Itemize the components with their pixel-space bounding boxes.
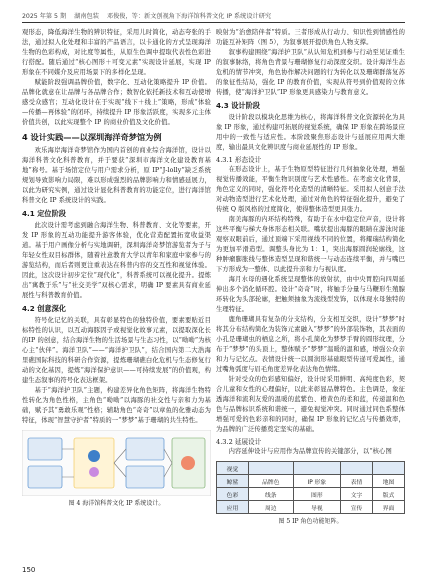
table-row: [217, 462, 405, 475]
table-cell: [341, 462, 373, 475]
table-cell: [372, 462, 404, 475]
left-column: [22, 28, 211, 509]
journal-column: 湖南包装: [74, 12, 99, 20]
paragraph: 叙事构建围绕“海洋护卫队”从认知危机到参与行动至见证重生的叙事脉络，将角色背景与珊瑚修复行动深度交织。设计海洋生态危机的情节冲突，角色协作解决问题的行为转化以及珊瑚群落复苏的象征性结局，强化 IP 的教育价值，实现从符号到价值观的立体传播，使“海洋护卫队”IP 形象更具感染力与教育意义。: [216, 49, 405, 96]
coral-character-icon: [181, 456, 195, 470]
paragraph: 南美海豚的内环结构特殊，有助于在水中稳定位声音，设计将这些平衡与梯大身体形态相关联。嘴状提出海豚的眼睛在游泳时能观察双眼前后，通过顶端下采用视线不同的位置，将耀瑞结构简化为更加平滑造型。调整头身比为 1：1，突出海豚圆润轮廓线，这种肿瘤膨胀线与整体造型呈现和谐统一与动态连续平衡，并与嘴巴下方形成为一整体、以此提升亲和力与视认度。: [216, 216, 405, 273]
subsection-heading: 4.2 创意深化: [22, 304, 66, 313]
diagram-block: [28, 466, 62, 488]
figure-caption: 图 5 IP 角色功能矩阵。: [278, 518, 343, 525]
subsection-heading: 4.3 设计阶段: [216, 101, 260, 110]
dolphin-character-icon: [88, 450, 100, 462]
figure-5: [216, 461, 405, 525]
table-cell: 地图: [372, 475, 404, 488]
paragraph: 海月水母的遇化系统呈现整体的放射状，由中央胃腔向四周延伸出多个消化循环腔。设计“奇奇”时，将触手分量与马鞭形生殖腺环转化为头部轮廓，把触须抽象为流线型发饰，以体现水母独特的生理特征。: [216, 276, 405, 313]
table-row: [217, 488, 405, 501]
diagram-block: [126, 466, 164, 488]
paragraph: 鹿角珊瑚具有复杂的分支结构，分支相互交织，设计“梦梦”时将其分布结构简化为装饰元素融入“梦梦”的外部装饰物，其表面的小孔是珊瑚虫的栖息之所，将小孔简化为梦梦手臂的圆形纹理，分布于“梦梦”的头顶上，整体赋予“梦梦”温暖的温和感，增强公众亲和力与记忆点。表情设计统一以圆润形基础眼型传递可爱属性，通过嘴角弧度与眉毛角度差异化表达角色情绪。: [216, 316, 405, 373]
table-cell: 应用: [217, 501, 249, 514]
header-rule: [22, 22, 405, 23]
paragraph: 此次设计需考虑到融合海洋生物、科普教育、文化等要素，开发 IP 形象的互动功能提升游客体验，优化营造配置拓宽收益渠道。基于用户画像分析与实地调研，深圳海洋奇梦馆游览者为子与年轻女性双目标群体，随着社意教育大学以青年和家庭中家参与的游览结构，而后者则更注重表达在科普内容的交互性和视觉体验。因此，这次设计初步定位“现代化”，科普系统可以视化提升。提炼出“寓教于乐”与“社交美学”双核心需求，明确 IP 要素具有商业延展性与科普教育价值。: [22, 222, 211, 299]
journal-issue: 2025 年第 5 期: [22, 12, 67, 20]
paragraph: 基于“海洋护卫队”主题，构建差异化角色矩阵，将海洋生物特性转化为角色性格，主角色“呦呦”以海豚的社交性与亲和力为基础，赋予其“勇敢乐观”性格；辅助角色“奇奇”以章鱼的化雅动态为特征，体现“智慧守护者”特质的一“梦梦”基于珊瑚的共生特性。: [22, 387, 211, 424]
diagram-block: [126, 438, 164, 460]
diagram-block: [28, 438, 62, 460]
table-cell: 线条: [248, 488, 293, 501]
ip-system-diagram: [22, 430, 211, 496]
subsection-heading: 4.1 定位阶段: [22, 209, 66, 218]
paragraph: 符号化记忆的关联，具有彰显特色的独特价值，要素要贴近目标特性的认识，以互动海豚因子或视觉化故事元素，以提取深化长的IP 的创意，结合海洋生物的生活场景与生态习性，以“呦呦”为核心主“伙伴”。海洋卫队”——“海洋护卫队”，结合国内第二大浩海里礁国际科技的科研合作资源，提炼珊瑚礁白化危机与生态修复行动的文化基因，提炼“海洋保护意识——可持续发展”的价值观，构建生态叙事的符号化表达框架。: [22, 317, 211, 384]
table-cell: 导视: [293, 501, 340, 514]
running-header: [22, 8, 405, 22]
table-cell: IP 形象: [293, 475, 340, 488]
function-matrix-table: [216, 461, 405, 514]
table-cell: 周边: [248, 501, 293, 514]
table-cell: 视觉: [217, 462, 249, 475]
diagram-block: [74, 438, 114, 488]
table-row: [217, 475, 405, 488]
paragraph: 针对受众的色彩感知偏好，设计时采用鲜明、高纯度色彩，契合儿童和女性的心理偏好，以此来彰显品牌特色。主色调是，象征透海洋和流利友爱的温暖的蓝紫色、橙黄色的柔和蓝，传递温和色色与品牌标识系统和谐统一，避免视觉冲突。同时通过同色系整体增强可爱的色彩亲和的同时，确保 IP 形象的记忆点与传播效率，为品牌的广泛传播奠定坚实的基础。: [216, 376, 405, 433]
table-cell: 表情: [341, 475, 373, 488]
figure-4: [22, 430, 211, 507]
paragraph: 观形态，降低海洋生物的辨识特征，采用儿时简化，动态夸张的手法，通过拟人化处理和丰富的产品语言，以卡通化的方式呈现海洋生物的色彩构成，对比度等属性，从原生色调中提取代表性色彩进行搭配。随后通过“核心图形＋可变元素”实现设计延展，实现 IP 形象在不同媒介及应用场景下的多样化呈现。: [22, 29, 211, 76]
table-cell: 色彩: [217, 488, 249, 501]
table-row: [217, 501, 405, 514]
paragraph: 设计阶段以模块化思维为核心，将海洋科普文化资源转化为具象 IP 形象，通过构建可拓展的视觉系统，确保 IP 形象在跨场景应用中的一致性与适应性。本阶段聚焦形态设计与延展应用两大维度，输出最具文化辨识度与商业延展性的 IP 形象。: [216, 114, 405, 151]
table-cell: 文字: [341, 488, 373, 501]
subsubsection-heading: 4.3.1 形态设计: [216, 156, 262, 164]
table-cell: 鲸鲨: [217, 475, 249, 488]
table-cell: 版式: [372, 488, 404, 501]
table-cell: [248, 462, 293, 475]
article-running-title: 邓俊俊，等：新文创视角下海洋馆科普文化 IP 系统设计研究: [106, 12, 272, 20]
table-cell: 图形: [293, 488, 340, 501]
paragraph: 赋能阶段强调品牌价值，数字化、互动化策略提升 IP 价值。品牌化就意在让品牌与各品牌合作；数智化依托新技术和互动使增感受众感官；互动化设计在于实现“线下＋线上”策略，形成“体验—传播—再体验”的闭环，持续提升 IP 形象活跃度，实现多元主体价值共创，以此实现整个 IP 的商业价值及文化价值。: [22, 79, 211, 126]
paragraph: 在形态设计上，基于生物原型特征进行几何抽象化处理，增强视觉传播效能，平衡生物识别度与艺术性感性。在考虑文化背景，角色定义的同时，强化符号化造型的清晰特征。采用拟人创意手法对动物造型进行艺术化处理，通过对角色的特征强化提升，避免了传统 Q 版风格的过度简化，使得整体造型更具张力。: [216, 166, 405, 213]
page-number: 150: [22, 566, 36, 574]
section-heading: 4 设计实践——以深圳海洋奇梦馆为例: [22, 132, 162, 142]
table-cell: 品牌色: [248, 475, 293, 488]
subsubsection-heading: 4.3.2 延展设计: [216, 438, 262, 446]
paragraph: 内容延伸设计与应用作为品牌宣传的关键部分，以“核心图: [228, 448, 392, 455]
table-cell: 界面: [372, 501, 404, 514]
paragraph: 映射为“治愈陪伴者”特质。三者形成从行动力、知识性到情感性的功能互补矩阵（图 5），为叙事展开提供角色人物支撑。: [216, 29, 405, 46]
right-column: [216, 28, 405, 527]
jellyfish-character-icon: [89, 467, 99, 477]
table-cell: 宣传: [341, 501, 373, 514]
paragraph: 欢乐海岸海洋奇梦馆作为国内首创的商业综合海洋馆，设计以海洋科普文化科普教育，并于要获“深圳市海洋文化建设教育基地”称号。基于场馆定位与用户需求分析，原 IP“J-lolly”缺乏系统规划导致影响力局限，难以形成强烈的品牌影响力和情感延展力，以此为研究实例，通过设计显化科普教育的功能定位，进行海洋馆科普文化 IP 系统设计的实践。: [22, 147, 211, 204]
figure-caption: 图 4 海洋馆科普文化 IP 系统设计。: [68, 500, 165, 507]
table-cell: [293, 462, 340, 475]
